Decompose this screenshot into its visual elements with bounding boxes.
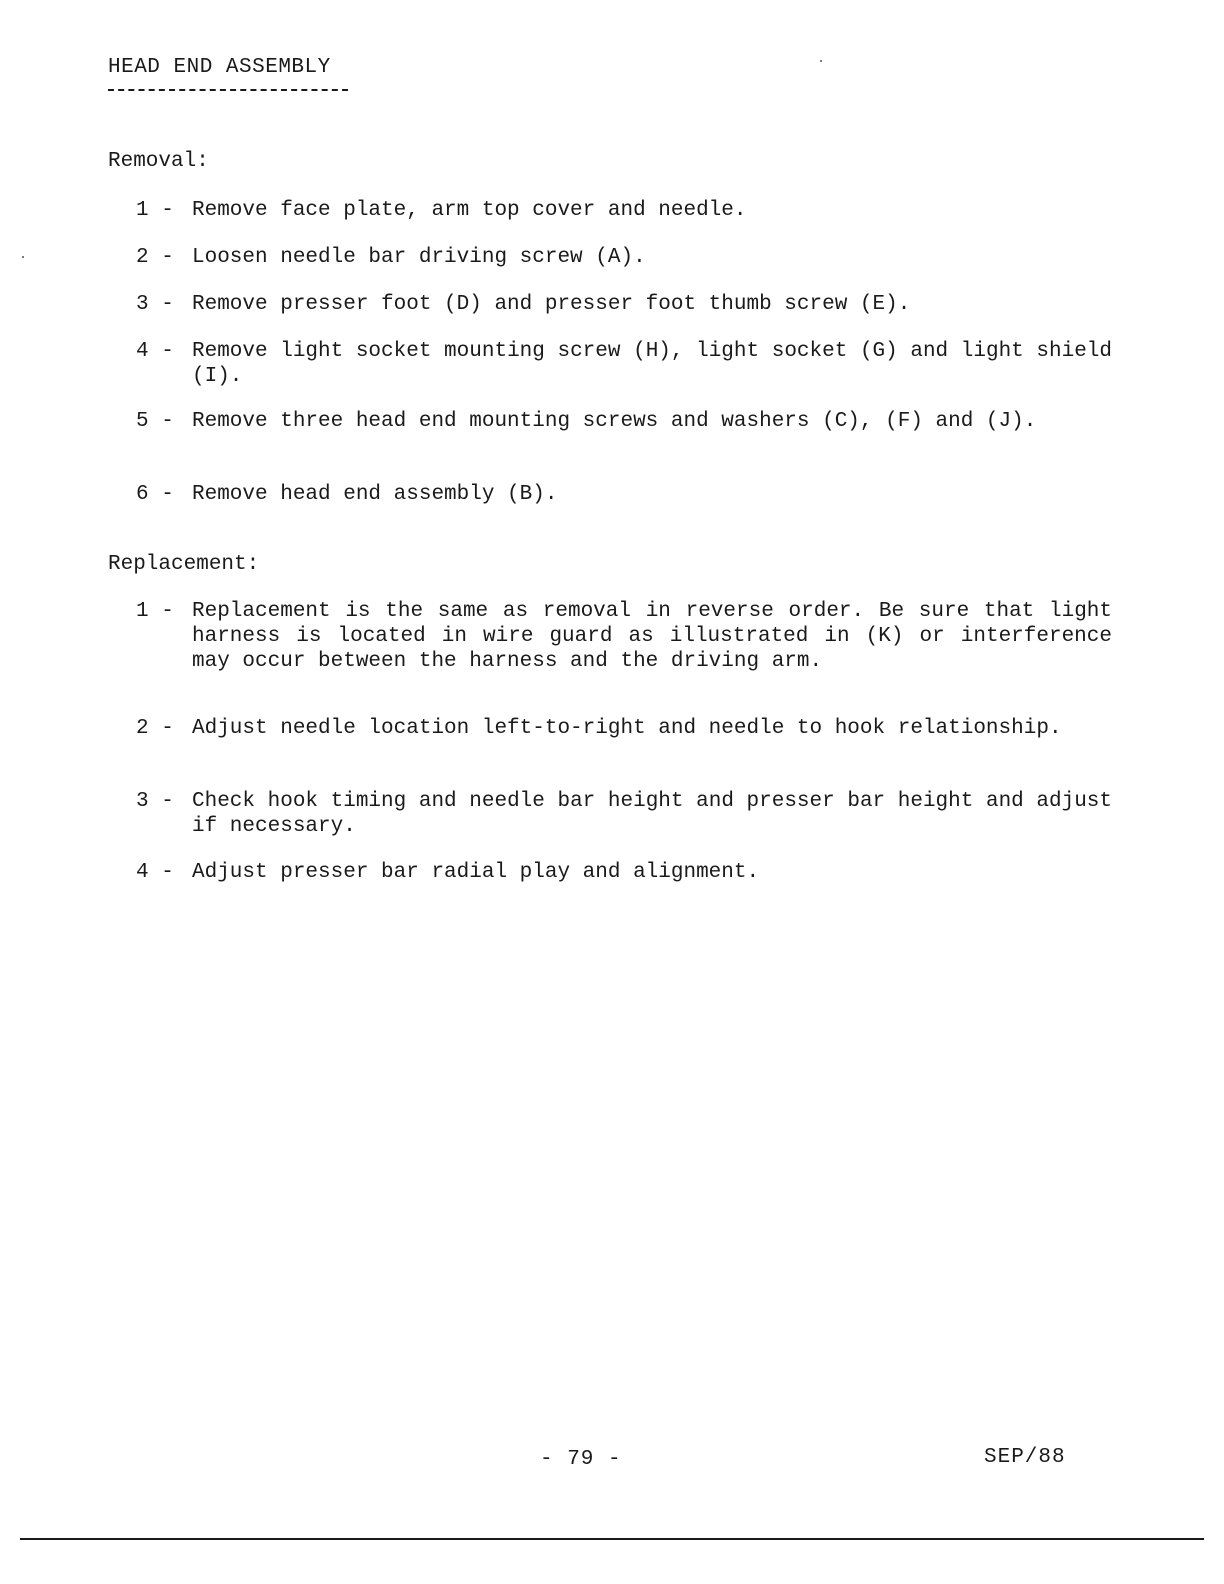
removal-step — [136, 292, 1112, 317]
title-underline — [108, 89, 348, 91]
step-text: Replacement is the same as removal in reverse order. Be sure that light harness is located in wire guard as illustrated in (K) or interference may occur between the harness and the driving arm. — [192, 600, 1112, 673]
removal-step — [136, 198, 1112, 223]
replacement-heading: Replacement: — [108, 553, 260, 576]
step-number: 1 - — [136, 199, 174, 222]
step-number: 3 - — [136, 293, 174, 316]
replacement-step — [136, 860, 1112, 885]
step-number: 4 - — [136, 861, 174, 884]
removal-heading: Removal: — [108, 150, 209, 173]
scan-speck — [22, 256, 24, 258]
replacement-step — [136, 789, 1112, 839]
replacement-step — [136, 599, 1112, 674]
step-text: Adjust presser bar radial play and alignment. — [192, 861, 760, 884]
removal-step — [136, 245, 1112, 270]
removal-step — [136, 482, 1112, 507]
step-text: Loosen needle bar driving screw (A). — [192, 246, 646, 269]
page-title: HEAD END ASSEMBLY — [108, 56, 331, 79]
bottom-rule — [20, 1538, 1204, 1540]
scan-speck — [820, 60, 822, 62]
revision-date: SEP/88 — [984, 1446, 1066, 1469]
step-text: Remove head end assembly (B). — [192, 483, 558, 506]
page-number: - 79 - — [540, 1448, 622, 1471]
removal-step — [136, 339, 1112, 389]
replacement-step — [136, 716, 1112, 741]
step-number: 6 - — [136, 483, 174, 506]
step-number: 1 - — [136, 600, 174, 623]
step-number: 2 - — [136, 246, 174, 269]
step-text: Remove three head end mounting screws and washers (C), (F) and (J). — [192, 410, 1037, 433]
step-number: 5 - — [136, 410, 174, 433]
step-text: Remove light socket mounting screw (H), light socket (G) and light shield (I). — [192, 340, 1112, 388]
step-text: Adjust needle location left-to-right and needle to hook relationship. — [192, 717, 1062, 740]
step-number: 3 - — [136, 790, 174, 813]
step-text: Check hook timing and needle bar height and presser bar height and adjust if necessary. — [192, 790, 1112, 838]
step-text: Remove presser foot (D) and presser foot thumb screw (E). — [192, 293, 911, 316]
step-text: Remove face plate, arm top cover and needle. — [192, 199, 747, 222]
step-number: 4 - — [136, 340, 174, 363]
removal-step — [136, 409, 1112, 434]
step-number: 2 - — [136, 717, 174, 740]
